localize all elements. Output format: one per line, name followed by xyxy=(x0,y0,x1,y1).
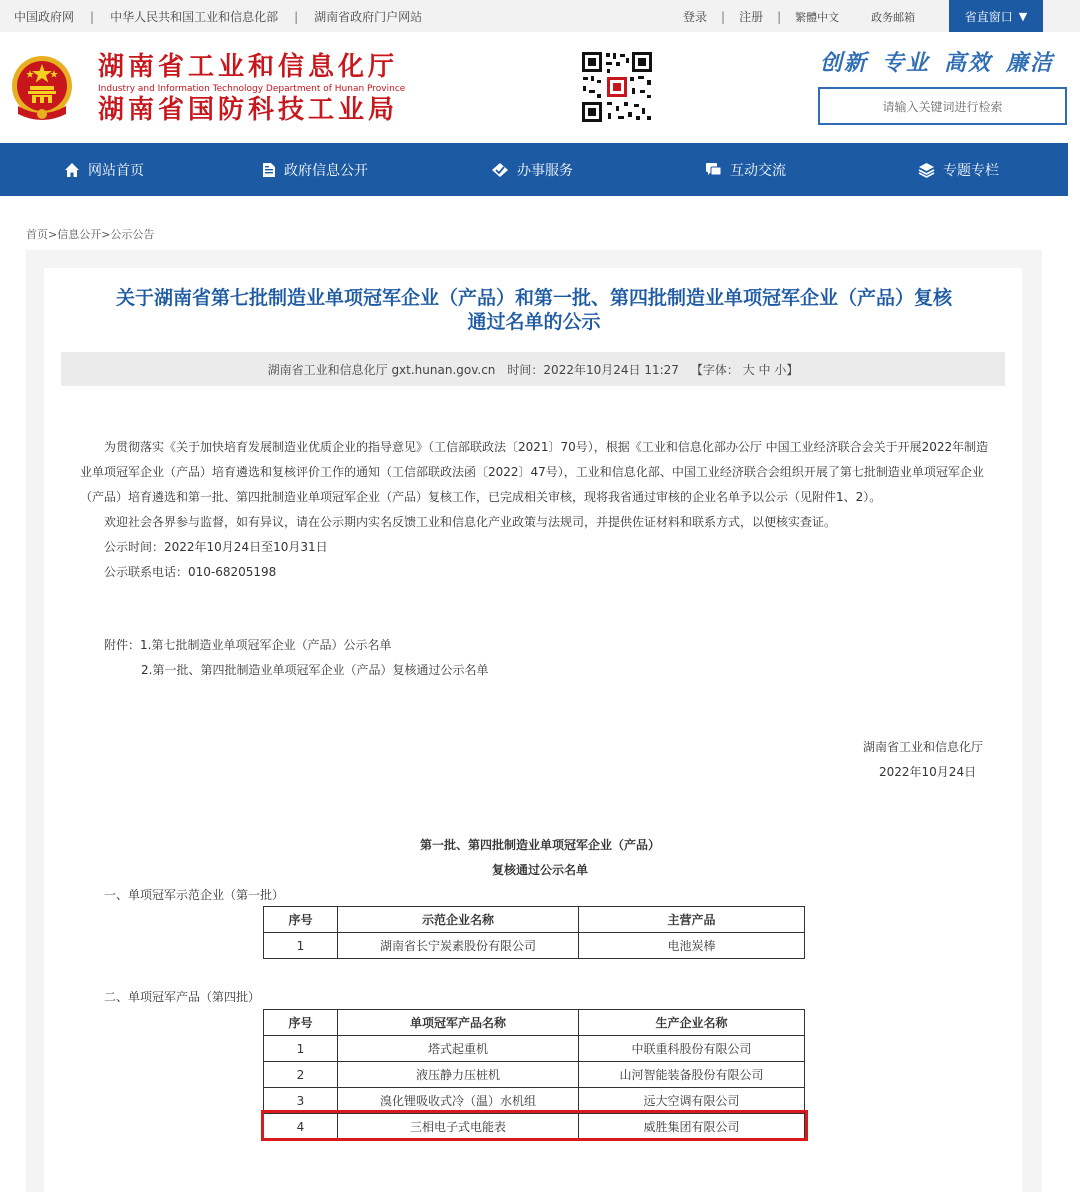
caret-down-icon: ▼ xyxy=(1018,9,1028,23)
table-header: 示范企业名称 xyxy=(338,907,579,933)
separator: | xyxy=(721,9,726,24)
link-miit[interactable]: 中华人民共和国工业和信息化部 xyxy=(110,10,279,24)
contact-phone: 公示联系电话：010-68205198 xyxy=(104,565,277,579)
gov-mail-link[interactable]: 政务邮箱 xyxy=(871,10,916,24)
slogan-integrity: 廉洁 xyxy=(1006,51,1055,76)
nav-topics[interactable] xyxy=(918,143,999,196)
nav-home[interactable] xyxy=(64,143,144,196)
attachment-2-link[interactable]: 2.第一批、第四批制造业单项冠军企业（产品）复核通过公示名单 xyxy=(141,663,489,677)
table-cell: 1 xyxy=(264,1036,338,1062)
search-placeholder: 请输入关键词进行检索 xyxy=(882,99,1003,114)
national-emblem-icon xyxy=(10,54,74,126)
chat-icon xyxy=(705,162,722,178)
table-cell: 塔式起重机 xyxy=(338,1036,579,1062)
section-heading: 二、单项冠军产品（第四批） xyxy=(104,990,261,1004)
traditional-chinese-link[interactable]: 繁體中文 xyxy=(795,10,840,24)
link-hunan-gov[interactable]: 湖南省政府门户网站 xyxy=(314,10,423,24)
qr-code-icon xyxy=(580,50,654,124)
site-title-secondary: 湖南省国防科技工业局 xyxy=(98,95,399,125)
table-cell: 3 xyxy=(264,1088,338,1114)
demo-enterprise-table xyxy=(263,906,805,959)
slogan-efficient: 高效 xyxy=(944,51,993,76)
highlight-box xyxy=(261,1110,808,1141)
breadcrumb[interactable]: 首页>信息公开>公示公告 xyxy=(26,228,155,241)
separator: | xyxy=(90,9,95,24)
table-header: 单项冠军产品名称 xyxy=(338,1010,579,1036)
list-title: 第一批、第四批制造业单项冠军企业（产品） xyxy=(419,838,660,852)
slogan-innovation: 创新 xyxy=(820,51,869,76)
publicity-period: 公示时间：2022年10月24日至10月31日 xyxy=(104,540,328,554)
nav-interaction[interactable] xyxy=(705,143,786,196)
font-size-switcher[interactable]: 【字体： 大 中 小】 xyxy=(690,362,799,377)
site-title-block xyxy=(98,52,405,125)
nav-home-label: 网站首页 xyxy=(88,162,144,179)
section-heading: 一、单项冠军示范企业（第一批） xyxy=(104,888,285,902)
slogan-professional: 专业 xyxy=(882,51,931,76)
service-icon xyxy=(491,162,509,178)
table-cell: 溴化锂吸收式冷（温）水机组 xyxy=(338,1088,579,1114)
site-header xyxy=(0,32,1080,144)
article-meta xyxy=(61,352,1005,386)
table-row xyxy=(264,1062,805,1088)
separator: | xyxy=(294,9,299,24)
table-cell: 威胜集团有限公司 xyxy=(579,1114,805,1140)
nav-interaction-label: 互动交流 xyxy=(730,162,786,179)
top-bar xyxy=(0,0,1080,32)
province-window-label: 省直窗口 xyxy=(964,9,1013,24)
table-header-row xyxy=(264,1010,805,1036)
article-title-line1: 关于湖南省第七批制造业单项冠军企业（产品）和第一批、第四批制造业单项冠军企业（产品）复核 xyxy=(115,287,952,309)
top-links-right xyxy=(683,8,915,25)
layers-icon xyxy=(918,162,935,178)
table-header: 序号 xyxy=(264,907,338,933)
login-link[interactable]: 登录 xyxy=(683,10,708,24)
slogan xyxy=(820,46,1054,77)
list-subtitle: 复核通过公示名单 xyxy=(491,863,588,877)
attachment-1-link[interactable]: 附件：1.第七批制造业单项冠军企业（产品）公示名单 xyxy=(104,638,392,652)
table-cell: 三相电子式电能表 xyxy=(338,1114,579,1140)
site-title-english: Industry and Information Technology Department of Hunan Province xyxy=(98,84,406,94)
table-cell: 2 xyxy=(264,1062,338,1088)
table-header: 主营产品 xyxy=(579,907,805,933)
table-cell: 电池炭棒 xyxy=(579,933,805,959)
search-input[interactable] xyxy=(818,87,1067,125)
nav-gov-info-label: 政府信息公开 xyxy=(284,162,368,179)
nav-services[interactable] xyxy=(491,143,573,196)
table-header: 序号 xyxy=(264,1010,338,1036)
main-nav xyxy=(0,143,1068,196)
signature-date: 2022年10月24日 xyxy=(879,765,977,779)
link-gov-cn[interactable]: 中国政府网 xyxy=(14,10,75,24)
table-header-row xyxy=(264,907,805,933)
table-row xyxy=(264,933,805,959)
table-row xyxy=(264,1036,805,1062)
register-link[interactable]: 注册 xyxy=(739,10,764,24)
table-cell: 远大空调有限公司 xyxy=(579,1088,805,1114)
nav-services-label: 办事服务 xyxy=(517,162,573,179)
table-cell: 山河智能装备股份有限公司 xyxy=(579,1062,805,1088)
article-time: 时间：2022年10月24日 11:27 xyxy=(507,362,679,377)
table-cell: 湖南省长宁炭素股份有限公司 xyxy=(338,933,579,959)
table-cell: 液压静力压桩机 xyxy=(338,1062,579,1088)
separator: | xyxy=(777,9,782,24)
home-icon xyxy=(64,162,80,178)
document-icon xyxy=(262,162,276,178)
nav-gov-info[interactable] xyxy=(262,143,368,196)
table-header: 生产企业名称 xyxy=(579,1010,805,1036)
table-cell: 1 xyxy=(264,933,338,959)
article-title-line2: 通过名单的公示 xyxy=(467,311,601,333)
article-title xyxy=(60,286,1008,334)
site-title-primary: 湖南省工业和信息化厅 xyxy=(98,52,399,82)
table-cell: 中联重科股份有限公司 xyxy=(579,1036,805,1062)
article-paragraph: 欢迎社会各界参与监督，如有异议，请在公示期内实名反馈工业和信息化产业政策与法规司，并提供佐证材料和联系方式，以便核实查证。 xyxy=(104,515,837,529)
signature-org: 湖南省工业和信息化厅 xyxy=(863,740,984,754)
article-body xyxy=(80,435,990,585)
nav-topics-label: 专题专栏 xyxy=(943,162,999,179)
article-source: 湖南省工业和信息化厅 gxt.hunan.gov.cn xyxy=(267,362,496,377)
table-cell: 4 xyxy=(264,1114,338,1140)
province-window-dropdown[interactable] xyxy=(949,0,1043,32)
article-paragraph: 为贯彻落实《关于加快培育发展制造业优质企业的指导意见》（工信部联政法〔2021〕70号），根据《工业和信息化部办公厅 中国工业经济联合会关于开展2022年制造业单项冠军企业（产品）培育遴选和复核评价工作的通知（工信部联政法函〔2022〕47号），工业和信息化部、中国工业经济联合会组织开展了第七批制造业单项冠军企业（产品）培育遴选和第一批、第四批制造业单项冠军企业（产品）复核工作，已完成相关审核，现将我省通过审核的企业名单予以公示（见附件1、2）。 xyxy=(80,440,989,504)
top-links-left xyxy=(14,8,422,25)
